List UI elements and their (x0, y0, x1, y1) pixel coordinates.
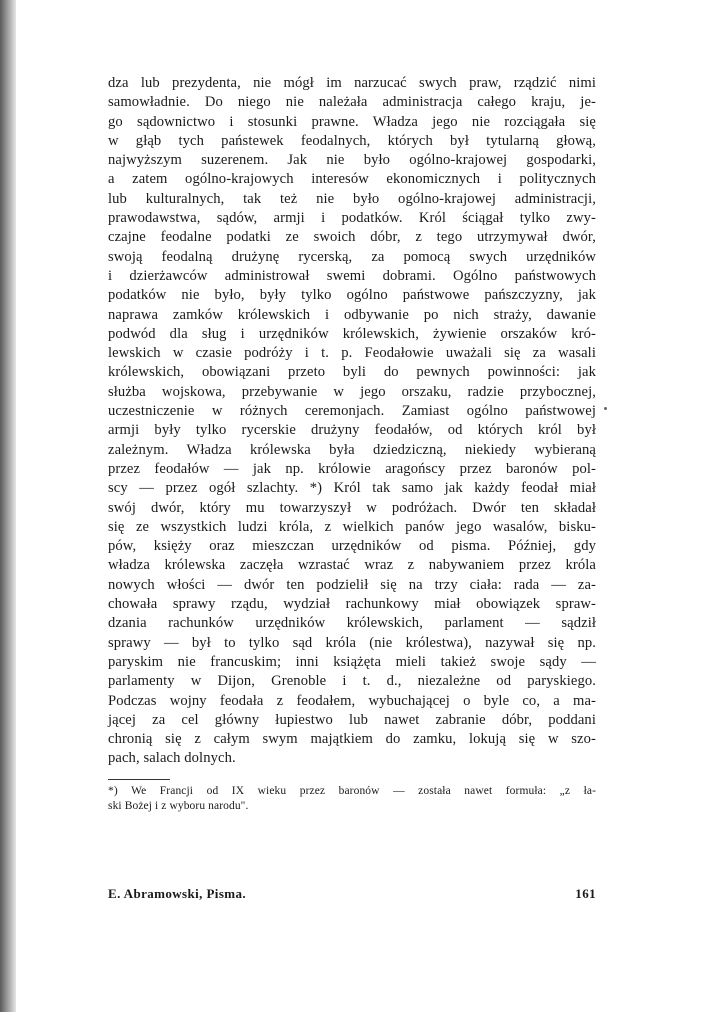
text-line: podatków nie było, były tylko ogólno państwowe pańszczyzny, jak (108, 287, 596, 304)
main-text-block (108, 74, 596, 769)
footnote-line: ski Bożej i z wyboru narodu". (108, 799, 249, 812)
text-line: scy — przez ogół szlachty. *) Król tak samo jak każdy feodał miał (108, 480, 596, 497)
text-line: swój dwór, który mu towarzyszył w podróżach. Dwór ten składał (108, 499, 596, 516)
text-line: służba wojskowa, przebywanie w jego orszaku, radzie przybocznej, (108, 383, 596, 400)
footnote-line: *) We Francji od IX wieku przez baronów — została nawet formuła: „z ła- (108, 784, 596, 797)
text-line: królewskich, obowiązani przeto byli do pewnych powinności: jak (108, 364, 596, 381)
text-line: władza królewska zaczęła wzrastać wraz z nabywaniem przez króla (108, 557, 596, 574)
page-content (108, 74, 596, 814)
text-line: paryskim nie francuskim; inni książęta mieli takież swoje sądy — (108, 653, 596, 670)
page-number: 161 (575, 886, 596, 901)
page-footer (108, 886, 596, 902)
text-line: pów, księży oraz mieszczan urzędników od pisma. Później, gdy (108, 538, 596, 555)
text-line: Podczas wojny feodała z feodałem, wybuchającej o byle co, a ma- (108, 692, 596, 709)
text-line: samowładnie. Do niego nie należała administracja całego kraju, je- (108, 94, 596, 111)
text-line: naprawa zamków królewskich i odbywanie po nich straży, dawanie (108, 306, 596, 323)
text-line: przez feodałów — jak np. królowie aragońscy przez baronów pol- (108, 460, 596, 477)
text-line: dza lub prezydenta, nie mógł im narzucać swych praw, rządzić nimi (108, 75, 596, 91)
text-line: prawodawstwa, sądów, armji i podatków. Król ściągał tylko zwy- (108, 210, 596, 227)
text-line: dzania rachunków urzędników królewskich, parlament — sądził (108, 615, 596, 632)
text-line: zależnym. Władza królewska była dziedziczną, niekiedy wybieraną (108, 441, 596, 458)
text-line: czajne feodalne podatki ze swoich dóbr, z tego utrzymywał dwór, (108, 229, 596, 246)
text-line: lub kulturalnych, tak też nie było ogólno-krajowej administracji, (108, 190, 596, 207)
text-line: lewskich w czasie podróży i t. p. Feodałowie uważali się za wasali (108, 345, 596, 362)
text-line: chowała sprawy rządu, wydział rachunkowy miał obowiązek spraw- (108, 596, 596, 613)
text-line: pach, salach dolnych. (108, 750, 236, 767)
text-line: swoją feodalną drużynę rycerską, za pomocą swych urzędników (108, 248, 596, 265)
text-line: i dzierżawców administrował swemi dobrami. Ogólno państwowych (108, 267, 596, 284)
text-line: się ze wszystkich ludzi króla, z wielkich panów jego wasalów, bisku- (108, 518, 596, 535)
text-line: najwyższym suzerenem. Jak nie było ogólno-krajowej gospodarki, (108, 152, 596, 169)
text-line: podwód dla sług i urzędników królewskich, żywienie orszaków kró- (108, 325, 596, 342)
footnote-block (108, 784, 596, 814)
text-line: go sądownictwo i stosunki prawne. Władza jego nie rozciągała się (108, 113, 596, 130)
footer-signature: E. Abramowski, Pisma. (108, 886, 247, 901)
text-line: uczestniczenie w różnych ceremonjach. Zamiast ogólno państwowej (108, 403, 596, 420)
text-line: armji były tylko rycerskie drużyny feodałów, od których król był (108, 422, 596, 439)
text-line: a zatem ogólno-krajowych interesów ekonomicznych i politycznych (108, 171, 596, 188)
footnote-separator-rule (108, 779, 170, 780)
paper-speck (604, 407, 607, 410)
binding-gutter-shadow (0, 0, 16, 1012)
text-line: nowych włości — dwór ten podzielił się na trzy ciała: rada — za- (108, 576, 596, 593)
text-line: jącej za cel główny łupiestwo lub nawet zabranie dóbr, poddani (108, 711, 596, 728)
text-line: parlamenty w Dijon, Grenoble i t. d., niezależne od paryskiego. (108, 673, 596, 690)
text-line: chronią się z całym swym majątkiem do zamku, lokują się w szo- (108, 731, 596, 748)
text-line: sprawy — był to tylko sąd króla (nie królestwa), nazywał się np. (108, 634, 596, 651)
text-line: w głąb tych państewek feodalnych, których był tytularną głową, (108, 132, 596, 149)
